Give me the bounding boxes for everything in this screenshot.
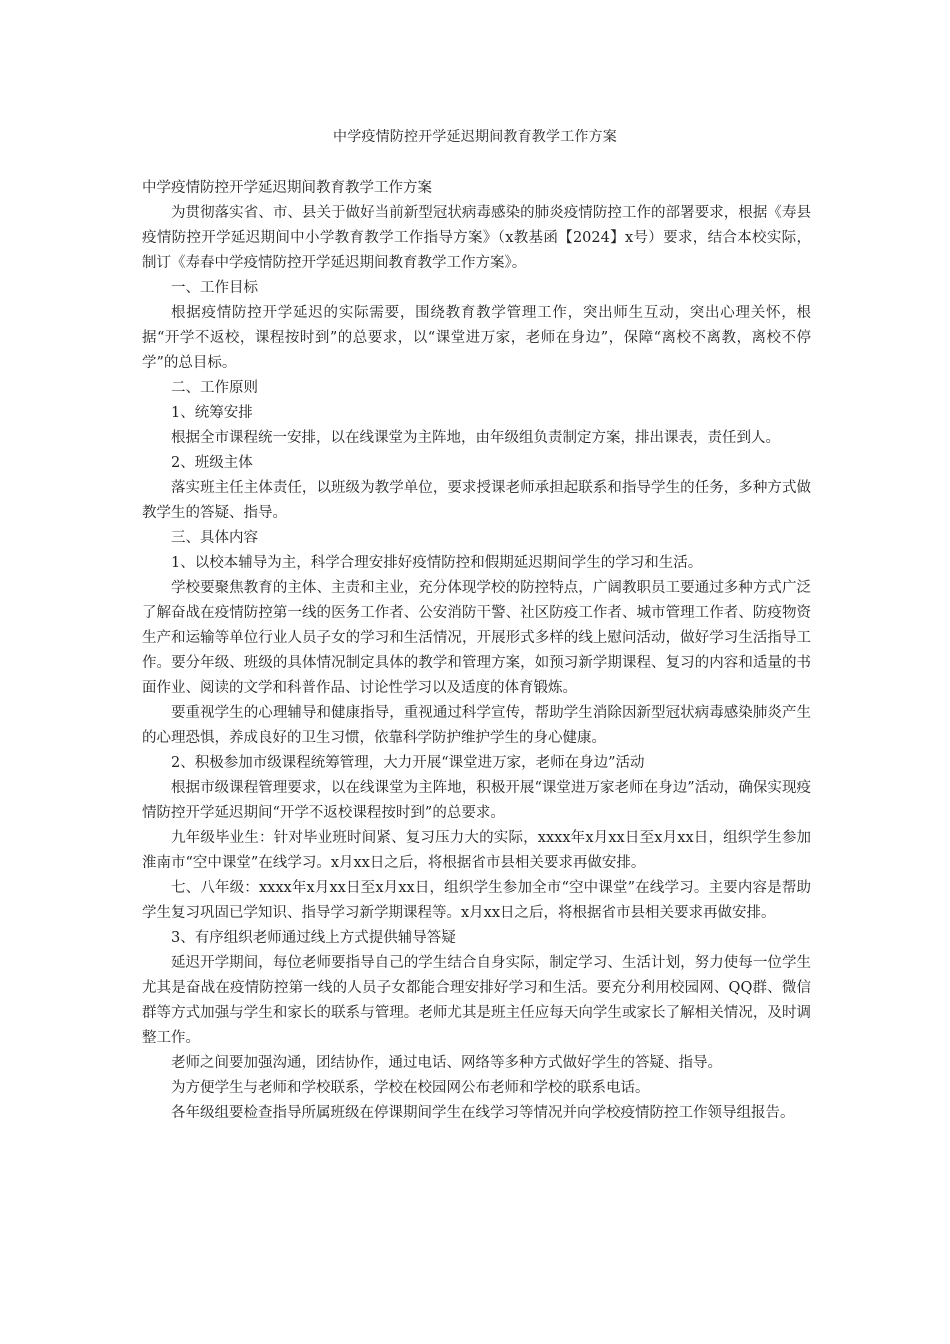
paragraph-grade-report: 各年级组要检查指导所属班级在停课期间学生在线学习等情况并向学校疫情防控工作领导组报告。: [171, 1105, 795, 1121]
body-heading: 中学疫情防控开学延迟期间教育教学工作方案: [142, 180, 432, 196]
paragraph-goals: 根据疫情防控开学延迟的实际需要，围绕教育教学管理工作，突出师生互动，突出心理关怀，根据“开学不返校，课程按时到”的总要求，以“课堂进万家，老师在身边”，保障“离校不离教，离校不停学”的总目标。: [142, 305, 811, 371]
paragraph-class-subject: 落实班主任主体责任，以班级为教学单位，要求授课老师承担起联系和指导学生的任务，多种方式做教学生的答疑、指导。: [142, 480, 811, 521]
paragraph-teacher-guidance: 延迟开学期间，每位老师要指导自己的学生结合自身实际，制定学习、生活计划，努力使每一位学生尤其是奋战在疫情防控第一线的人员子女都能合理安排好学习和生活。要充分利用校园网、QQ群、微信群等方式加强与学生和家长的联系与管理。老师尤其是班主任应每天向学生或家长了解相关情况，及时调整工作。: [142, 955, 811, 1046]
document-title: 中学疫情防控开学延迟期间教育教学工作方案: [333, 129, 617, 145]
subheading-class-subject: 2、班级主体: [171, 455, 253, 471]
paragraph-city-courses: 根据市级课程管理要求，以在线课堂为主阵地，积极开展“课堂进万家老师在身边”活动，确保实现疫情防控开学延迟期间“开学不返校课程按时到”的总要求。: [142, 780, 811, 821]
section-heading-goals: 一、工作目标: [171, 280, 258, 296]
paragraph-grade-nine: 九年级毕业生：针对毕业班时间紧、复习压力大的实际，xxxx年x月xx日至x月xx日，组织学生参加淮南市“空中课堂”在线学习。x月xx日之后，将根据省市县相关要求再做安排。: [142, 830, 811, 871]
document-body: [142, 176, 811, 1126]
subheading-city-courses: 2、积极参加市级课程统筹管理，大力开展“课堂进万家，老师在身边”活动: [171, 755, 645, 771]
subheading-overall-planning: 1、统筹安排: [171, 405, 253, 421]
paragraph-grades-seven-eight: 七、八年级：xxxx年x月xx日至x月xx日，组织学生参加全市“空中课堂”在线学习。主要内容是帮助学生复习巩固已学知识、指导学习新学期课程等。x月xx日之后，将根据省市县相关要求再做安排。: [142, 880, 811, 921]
section-heading-content: 三、具体内容: [171, 530, 258, 546]
paragraph-mental-health: 要重视学生的心理辅导和健康指导，重视通过科学宣传，帮助学生消除因新型冠状病毒感染肺炎产生的心理恐惧，养成良好的卫生习惯，依靠科学防护维护学生的身心健康。: [142, 705, 811, 746]
section-heading-principles: 二、工作原则: [171, 380, 258, 396]
paragraph-school-focus: 学校要聚焦教育的主体、主责和主业，充分体现学校的防控特点，广阔教职员工要通过多种方式广泛了解奋战在疫情防控第一线的医务工作者、公安消防干警、社区防疫工作者、城市管理工作者、防疫物资生产和运输等单位行业人员子女的学习和生活情况，开展形式多样的线上慰问活动，做好学习生活指导工作。要分年级、班级的具体情况制定具体的教学和管理方案，如预习新学期课程、复习的内容和适量的书面作业、阅读的文学和科普作品、讨论性学习以及适度的体育锻炼。: [142, 580, 811, 696]
paragraph-teacher-communication: 老师之间要加强沟通，团结协作，通过电话、网络等多种方式做好学生的答疑、指导。: [171, 1055, 722, 1071]
paragraph-contact-info: 为方便学生与老师和学校联系，学校在校园网公布老师和学校的联系电话。: [171, 1080, 650, 1096]
subheading-online-tutoring: 3、有序组织老师通过线上方式提供辅导答疑: [171, 930, 456, 946]
paragraph-overall-planning: 根据全市课程统一安排，以在线课堂为主阵地，由年级组负责制定方案，排出课表，责任到人。: [171, 430, 780, 446]
paragraph-intro: 为贯彻落实省、市、县关于做好当前新型冠状病毒感染的肺炎疫情防控工作的部署要求，根据《寿县疫情防控开学延迟期间中小学教育教学工作指导方案》（x教基函【2024】x号）要求，结合本校实际，制订《寿春中学疫情防控开学延迟期间教育教学工作方案》。: [142, 205, 811, 271]
subheading-school-tutoring: 1、以校本辅导为主，科学合理安排好疫情防控和假期延迟期间学生的学习和生活。: [171, 555, 703, 571]
